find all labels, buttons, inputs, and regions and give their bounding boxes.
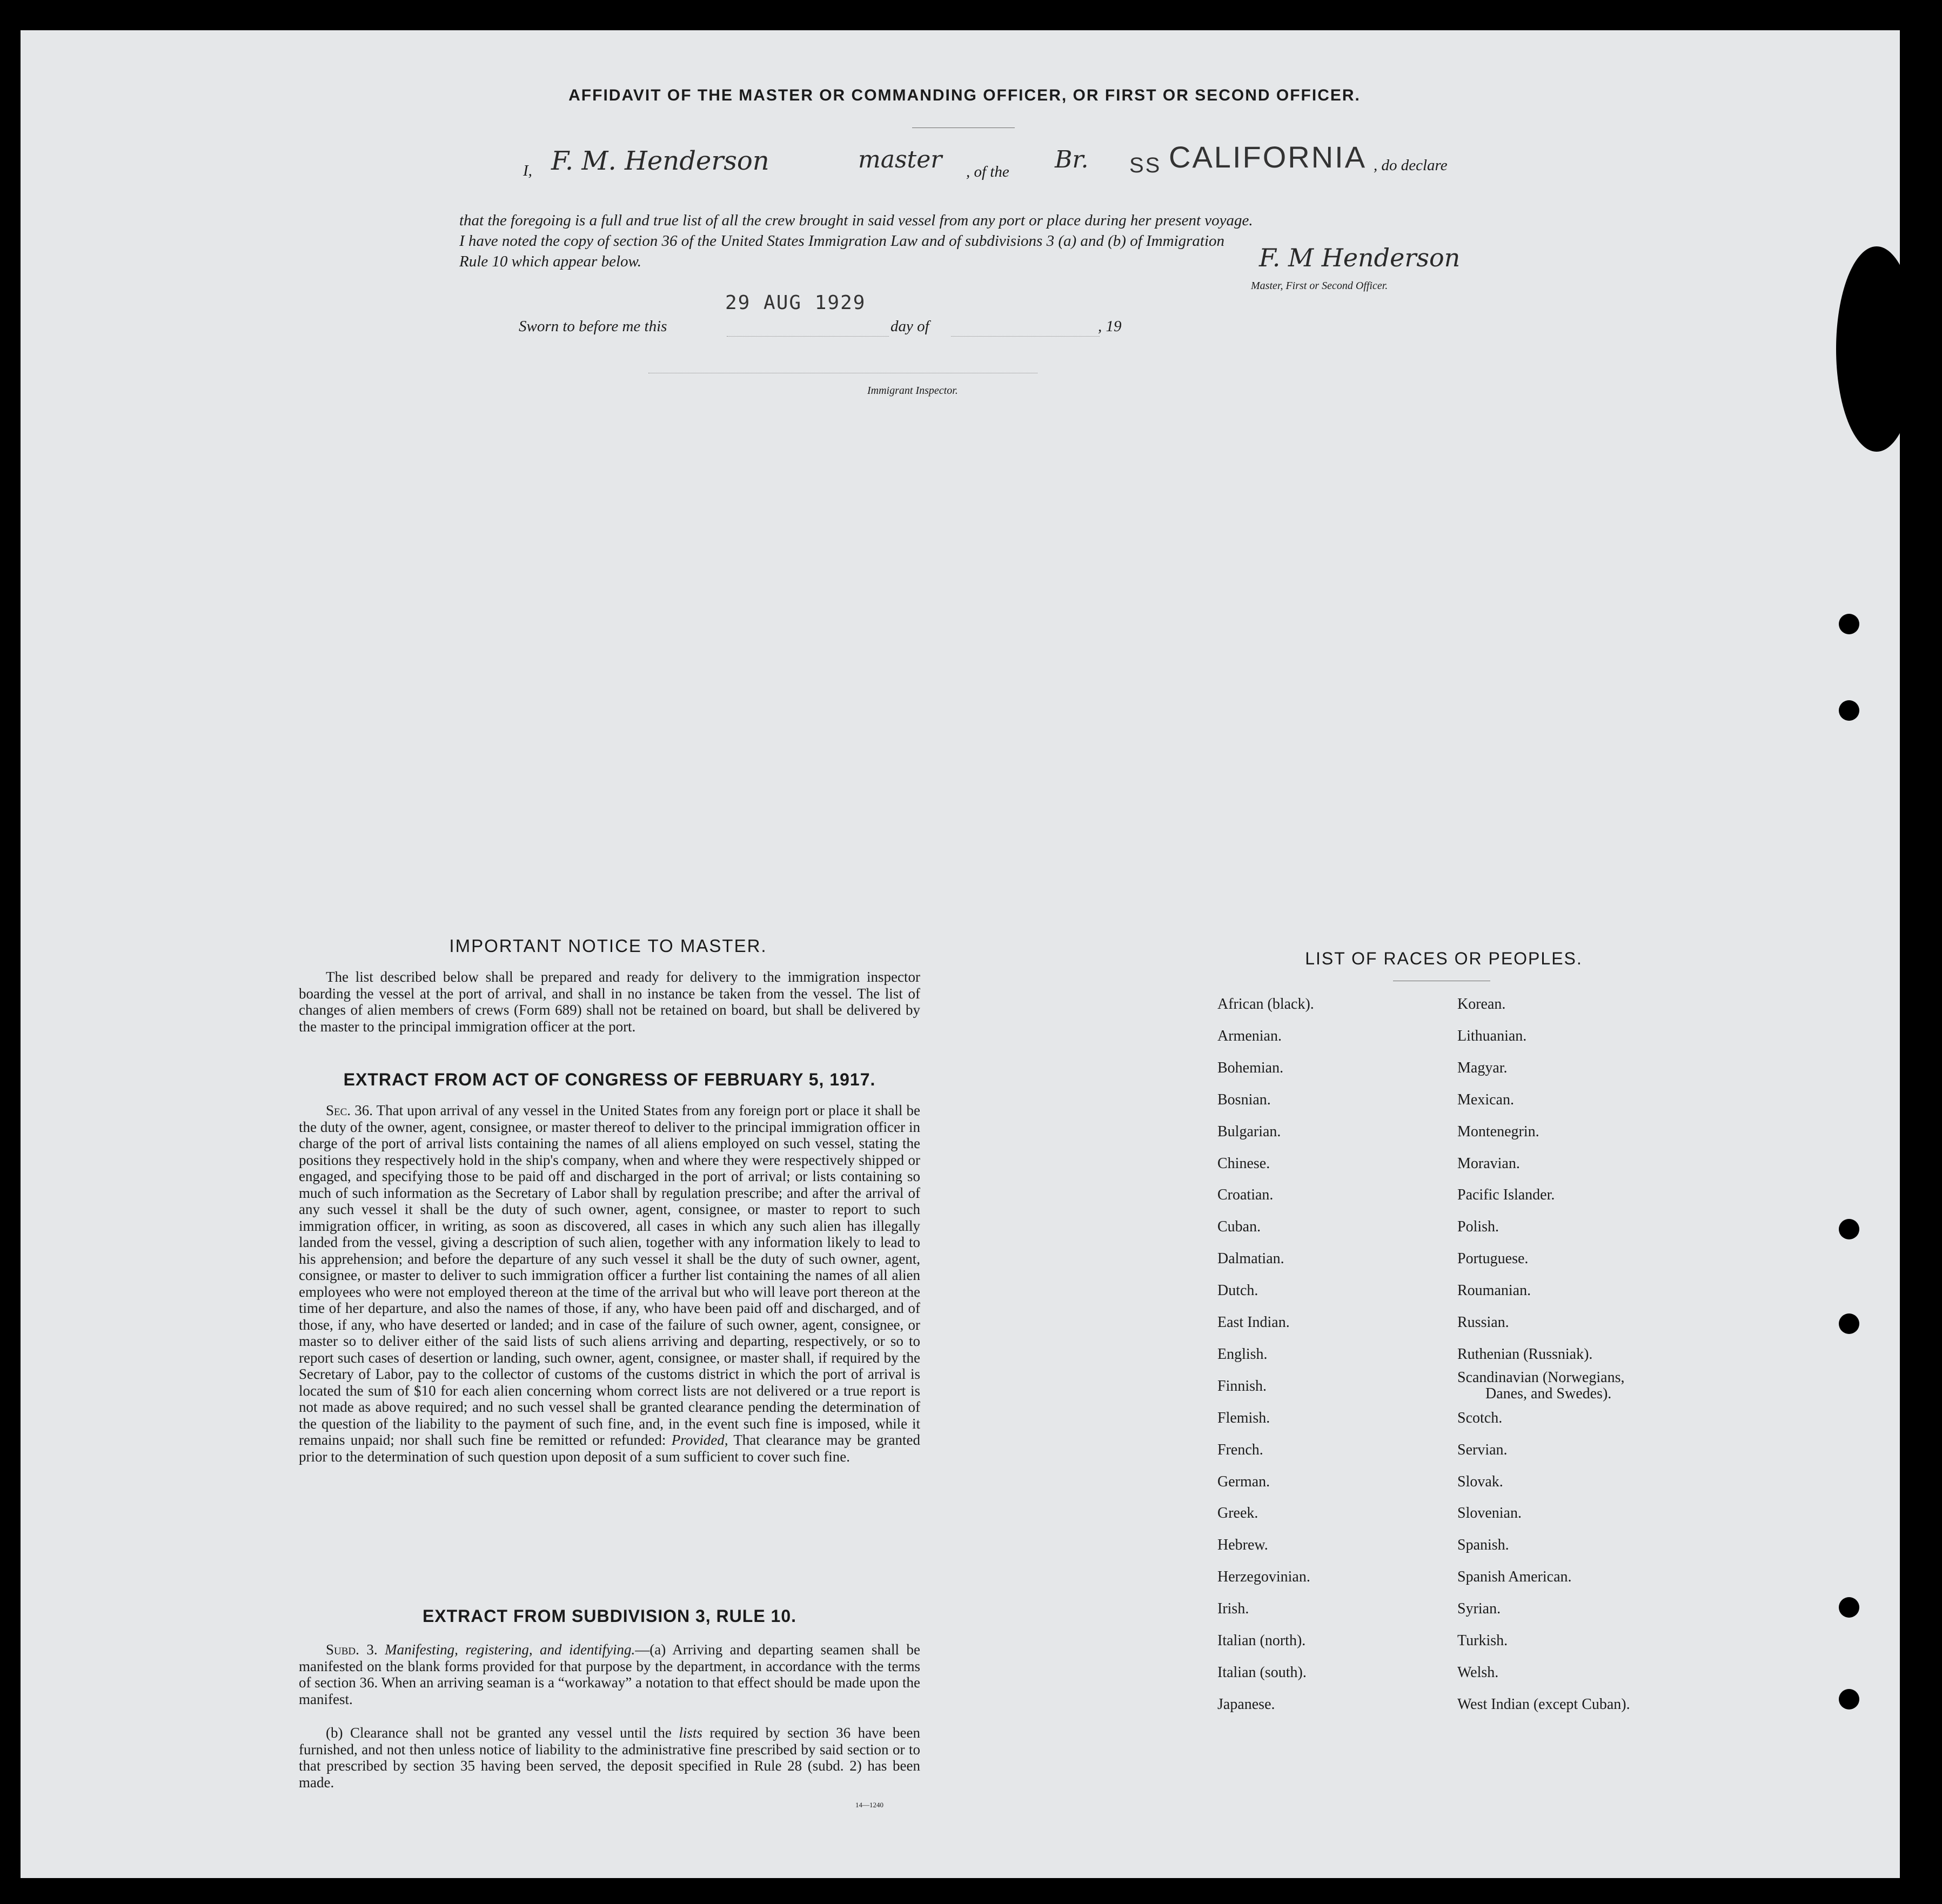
punch-hole (1839, 614, 1859, 634)
rule-a-block (299, 1641, 920, 1707)
master-signature: F. M Henderson (1259, 243, 1461, 272)
race-item: Lithuanian. (1457, 1027, 1527, 1044)
race-item: French. (1217, 1441, 1263, 1458)
declaration-line-3: I have noted the copy of section 36 of the United States Immigration Law and of subdivisions 3 (a) and (b) of Immigration (459, 232, 1225, 250)
punch-hole (1839, 1219, 1859, 1239)
rule-b-prefix: (b) Clearance shall not be granted any vessel until the (326, 1725, 672, 1741)
race-item: Slovenian. (1457, 1505, 1522, 1522)
rule-title: EXTRACT FROM SUBDIVISION 3, RULE 10. (422, 1606, 797, 1626)
declaration-line-4: Rule 10 which appear below. (459, 253, 641, 270)
punch-hole (1839, 1313, 1859, 1334)
master-name-handwritten: F. M. Henderson (551, 146, 769, 176)
race-item: Finnish. (1217, 1377, 1267, 1395)
race-item: Scotch. (1457, 1409, 1503, 1426)
race-item: Slovak. (1457, 1473, 1503, 1490)
torn-edge (1836, 246, 1917, 452)
rule-a-text: —(a) Arriving and departing seamen shall be manifested on the blank forms provided for that purpose by the department, in accordance with the terms of section 36. When an arriving seaman is a “workaway” a notation to that effect should be made upon the manifest. (299, 1641, 920, 1707)
punch-hole (1839, 1689, 1859, 1709)
act-provided: Provided, (671, 1432, 728, 1448)
signature-caption: Master, First or Second Officer. (1251, 280, 1388, 292)
act-text-end: That clearance may be granted prior to the determination of such question upon deposit of a sum sufficient to cover such fine. (299, 1432, 920, 1465)
notice-title: IMPORTANT NOTICE TO MASTER. (449, 936, 767, 956)
punch-hole (1839, 1597, 1859, 1618)
race-item: Spanish. (1457, 1537, 1509, 1554)
race-item: Welsh. (1457, 1664, 1499, 1681)
race-item: Roumanian. (1457, 1282, 1531, 1299)
day-fill-line (727, 336, 889, 337)
race-item: Korean. (1457, 996, 1506, 1013)
race-item: African (black). (1217, 996, 1314, 1013)
rule-b-text: required by section 36 have been furnished, and not then unless notice of liability to the administrative fine prescribed by said section or to that prescribed by section 35 having been served, the deposit specified in Rule 28 (subd. 2) has been made. (299, 1725, 921, 1791)
inspector-signature-line (648, 373, 1037, 374)
race-item: Chinese. (1217, 1155, 1270, 1172)
ship-name-stamp: CALIFORNIA (1169, 140, 1367, 174)
race-item: Flemish. (1217, 1409, 1270, 1426)
race-item: Danes, and Swedes). (1485, 1385, 1612, 1402)
race-item: Mexican. (1457, 1091, 1514, 1108)
race-item: Magyar. (1457, 1059, 1508, 1076)
race-item: Japanese. (1217, 1695, 1275, 1713)
race-item: Portuguese. (1457, 1250, 1529, 1268)
race-item: Irish. (1217, 1600, 1249, 1618)
act-text: That upon arrival of any vessel in the United States from any foreign port or place it shall be the duty of the owner, agent, consignee, or master thereof to deliver to the principal immigration officer in charge of the port of arrival lists containing the names of all aliens employed on such vessel, stating the positions they respectively hold in the ship's company, when and where they were respectively shipped or engaged, and specifying those to be paid off and discharged in the port of arrival; or lists containing so much of such information as the Secretary of Labor shall by regulation prescribe; and after the arrival of any such vessel it shall be the duty of such owner, agent, consignee, or master to report to such immigration officer, in writing, as soon as discovered, all cases in which any such alien has illegally landed from the vessel, giving a description of such alien, together with any information likely to lead to his apprehension; and before the departure of any such vessel it shall be the duty of such owner, agent, consignee, or master to deliver to such immigration officer a further list containing the names of all alien employees who were not employed thereon at the time of the arrival but who will leave port thereon at the time of her departure, and also the names of those, if any, who have been paid off and discharged, and of those, if any, who have deserted or landed; and in case of the failure of such owner, agent, consignee, or master so to deliver either of the said lists of such aliens arriving and departing, respectively, or so to report such cases of desertion or landing, such owner, agent, consignee, or master shall, if required by the Secretary of Labor, pay to the collector of customs of the customs district in which the port of arrival is located the sum of $10 for each alien concerning whom correct lists are not delivered or a true report is not made as above required; and no such vessel shall be granted clearance pending the determination of the question of the liability to the payment of such fine, and, in the event such fine is imposed, while it remains unpaid; nor shall such fine be remitted or refunded: (299, 1102, 920, 1448)
races-title: LIST OF RACES OR PEOPLES. (1305, 949, 1583, 968)
race-item: West Indian (except Cuban). (1457, 1695, 1630, 1713)
do-declare-text: , do declare (1374, 157, 1448, 174)
race-item: Dalmatian. (1217, 1250, 1284, 1268)
inspector-caption: Immigrant Inspector. (867, 385, 958, 397)
race-item: Polish. (1457, 1218, 1499, 1236)
race-item: Italian (north). (1217, 1632, 1306, 1649)
act-section-label: Sec. 36. (326, 1102, 373, 1118)
race-item: Pacific Islander. (1457, 1186, 1555, 1204)
race-item: Bulgarian. (1217, 1123, 1281, 1140)
race-item: Spanish American. (1457, 1568, 1572, 1586)
race-item: Russian. (1457, 1314, 1509, 1331)
rule-subd-heading: Manifesting, registering, and identifying. (385, 1641, 635, 1658)
notice-text: The list described below shall be prepared and ready for delivery to the immigration inspector boarding the vessel at the port of arrival, and shall in no instance be taken from the vessel. The list of changes of alien members of crews (Form 689) shall not be retained on board, but shall be delivered by the master to the principal immigration officer at the port. (299, 969, 920, 1035)
race-item: Syrian. (1457, 1600, 1501, 1618)
form-number: 14—1240 (855, 1801, 883, 1809)
race-item: Hebrew. (1217, 1537, 1268, 1554)
race-item: Cuban. (1217, 1218, 1261, 1236)
day-of-text: day of (890, 318, 929, 335)
race-item: Bohemian. (1217, 1059, 1284, 1076)
sworn-prefix: Sworn to before me this (519, 318, 667, 335)
race-item: Dutch. (1217, 1282, 1258, 1299)
race-item: Montenegrin. (1457, 1123, 1539, 1140)
declaration-prefix: I, (523, 162, 532, 179)
race-item: Greek. (1217, 1505, 1258, 1522)
act-text-block (299, 1102, 920, 1465)
race-item: Bosnian. (1217, 1091, 1271, 1108)
ship-prefix-handwritten: Br. (1055, 146, 1089, 173)
race-item: English. (1217, 1345, 1268, 1363)
race-item: Moravian. (1457, 1155, 1520, 1172)
race-item: Armenian. (1217, 1027, 1282, 1044)
declaration-line-2: that the foregoing is a full and true list of all the crew brought in said vessel from any port or place during her present voyage. (459, 212, 1253, 229)
act-title: EXTRACT FROM ACT OF CONGRESS OF FEBRUARY 5, 1917. (343, 1070, 876, 1089)
race-item: Ruthenian (Russniak). (1457, 1345, 1593, 1363)
race-item: German. (1217, 1473, 1270, 1490)
ss-stamp: SS (1129, 153, 1162, 177)
race-item: East Indian. (1217, 1314, 1290, 1331)
date-stamp: 29 AUG 1929 (725, 292, 866, 314)
master-title-handwritten: master (858, 146, 942, 173)
punch-hole (1839, 700, 1859, 721)
rule-b-block (299, 1725, 920, 1791)
rule-subd-label: Subd. 3. (326, 1641, 378, 1658)
month-fill-line (951, 336, 1100, 337)
of-the-text: , of the (966, 163, 1009, 180)
race-item: Herzegovinian. (1217, 1568, 1310, 1586)
race-item: Scandinavian (Norwegians, (1457, 1369, 1625, 1386)
race-item: Croatian. (1217, 1186, 1274, 1204)
affidavit-title: AFFIDAVIT OF THE MASTER OR COMMANDING OFFICER, OR FIRST OR SECOND OFFICER. (568, 86, 1361, 104)
race-item: Italian (south). (1217, 1664, 1307, 1681)
year-prefix: , 19 (1098, 318, 1122, 335)
race-item: Turkish. (1457, 1632, 1508, 1649)
race-item: Servian. (1457, 1441, 1508, 1458)
rule-b-lists: lists (679, 1725, 702, 1741)
